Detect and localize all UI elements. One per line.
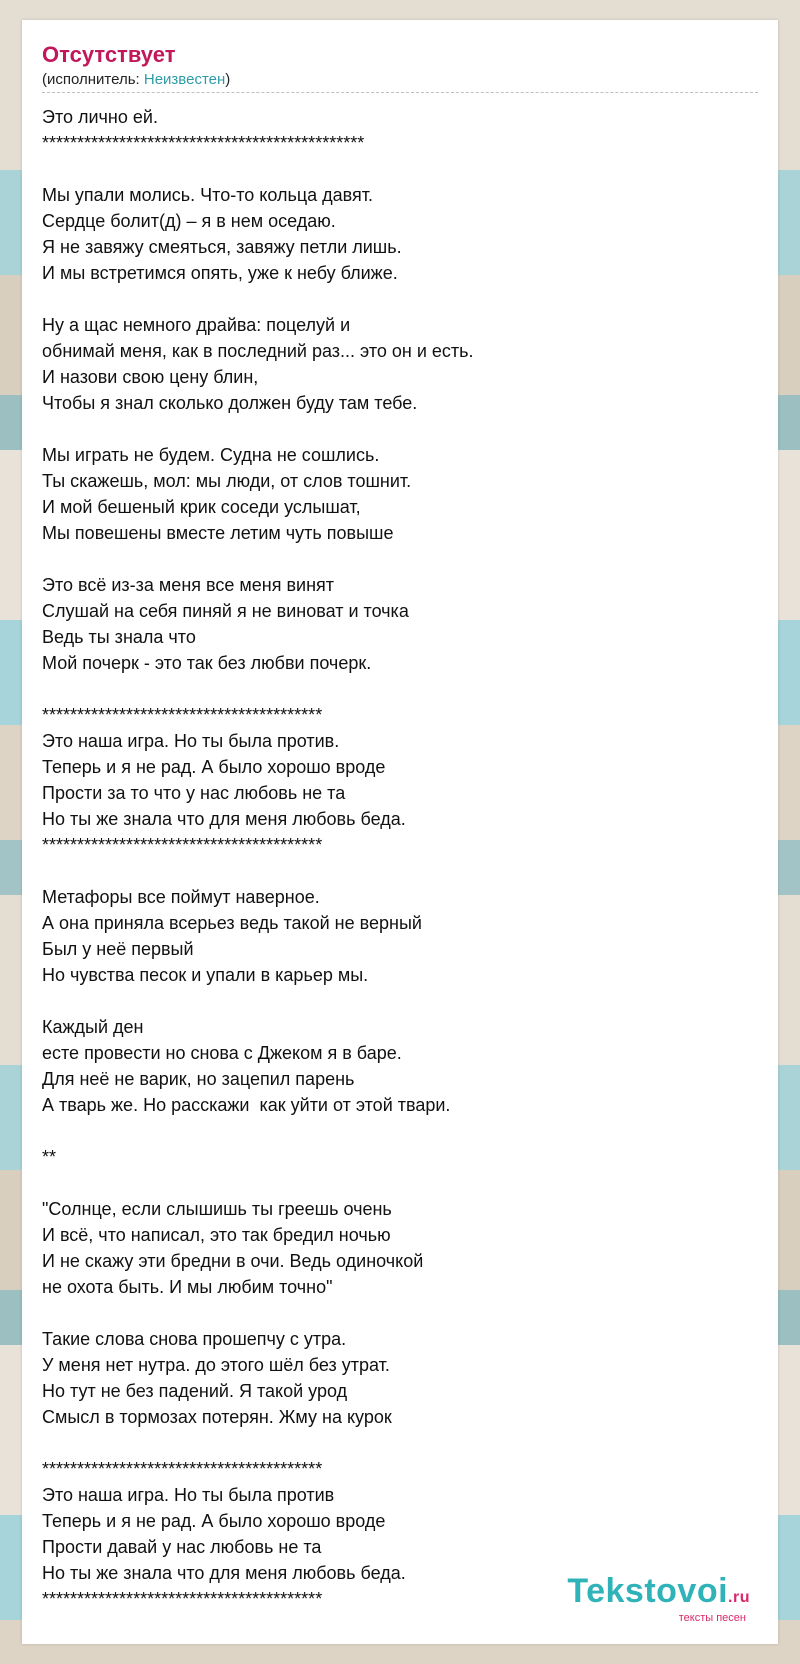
lyric-line: Но ты же знала что для меня любовь беда. [42,1563,406,1583]
lyric-line: Сердце болит(д) – я в нем оседаю. [42,211,336,231]
blank-line [42,286,758,312]
lyric-line: И мы встретимся опять, уже к небу ближе. [42,263,398,283]
lyrics-block [42,104,758,1612]
lyric-line: **************************************** [42,1459,323,1479]
lyric-line: Чтобы я знал сколько должен буду там тебе. [42,393,418,413]
lyric-line: Слушай на себя пиняй я не виноват и точка [42,601,409,621]
blank-line [42,156,758,182]
song-title: Отсутствует [42,42,176,67]
lyric-line: А тварь же. Но расскажи как уйти от этой твари. [42,1095,451,1115]
blank-line [42,988,758,1014]
lyric-line: Это всё из-за меня все меня винят [42,575,334,595]
blank-line [42,546,758,572]
artist-suffix: ) [225,71,231,88]
lyric-line: Прости давай у нас любовь не та [42,1537,322,1557]
blank-line [42,858,758,884]
lyric-line: **************************************** [42,1589,323,1609]
lyric-line: Такие слова снова прошепчу с утра. [42,1329,347,1349]
lyric-line: И назови свою цену блин, [42,367,259,387]
lyric-line: "Солнце, если слышишь ты греешь очень [42,1199,392,1219]
artist-link[interactable]: Неизвестен [143,71,226,88]
lyric-line: Это наша игра. Но ты была против. [42,731,340,751]
blank-line [42,1430,758,1456]
lyric-line: Мы повешены вместе летим чуть повыше [42,523,394,543]
lyric-line: Метафоры все поймут наверное. [42,887,320,907]
lyric-line: У меня нет нутра. до этого шёл без утрат. [42,1355,390,1375]
site-logo[interactable] [567,1573,750,1624]
lyric-line: не охота быть. И мы любим точно" [42,1277,333,1297]
song-header [42,42,758,90]
lyric-line: Это лично ей. [42,107,158,127]
lyric-line: И всё, что написал, это так бредил ночью [42,1225,391,1245]
lyric-line: ********************************************** [42,133,365,153]
lyric-line: обнимай меня, как в последний раз... это он и есть. [42,341,474,361]
lyric-line: Прости за то что у нас любовь не та [42,783,346,803]
lyric-line: **************************************** [42,705,323,725]
lyric-line: Мы упали молись. Что-то кольца давят. [42,185,374,205]
lyric-line: А она приняла всерьез ведь такой не верный [42,913,422,933]
lyric-line: Это наша игра. Но ты была против [42,1485,335,1505]
lyric-line: Теперь и я не рад. А было хорошо вроде [42,757,386,777]
header-divider [42,92,758,93]
lyric-line: ** [42,1147,57,1167]
blank-line [42,416,758,442]
lyric-line: **************************************** [42,835,323,855]
lyric-line: Я не завяжу смеяться, завяжу петли лишь. [42,237,402,257]
lyric-line: Но тут не без падений. Я такой урод [42,1381,348,1401]
lyric-line: Но ты же знала что для меня любовь беда. [42,809,406,829]
lyric-line: Каждый ден [42,1017,144,1037]
lyric-line: Ну а щас немного драйва: поцелуй и [42,315,351,335]
song-page [22,20,778,1644]
logo-tagline: тексты песен [678,1612,746,1624]
lyric-line: И мой бешеный крик соседи услышат, [42,497,361,517]
lyric-line: Мой почерк - это так без любви почерк. [42,653,372,673]
lyric-line: Был у неё первый [42,939,194,959]
lyric-line: Мы играть не будем. Судна не сошлись. [42,445,380,465]
lyric-line: есте провести но снова с Джеком я в баре. [42,1043,402,1063]
lyric-line: И не скажу эти бредни в очи. Ведь одиночкой [42,1251,424,1271]
logo-suffix: .ru [728,1589,750,1606]
lyric-line: Теперь и я не рад. А было хорошо вроде [42,1511,386,1531]
blank-line [42,1170,758,1196]
lyric-line: Для неё не варик, но зацепил парень [42,1069,355,1089]
blank-line [42,676,758,702]
artist-prefix: (исполнитель: [42,71,144,88]
lyric-line: Ты скажешь, мол: мы люди, от слов тошнит. [42,471,412,491]
artist-line [42,70,758,90]
blank-line [42,1118,758,1144]
lyric-line: Ведь ты знала что [42,627,196,647]
blank-line [42,1300,758,1326]
lyric-line: Смысл в тормозах потерян. Жму на курок [42,1407,392,1427]
lyric-line: Но чувства песок и упали в карьер мы. [42,965,369,985]
logo-text: Tekstovoi [567,1572,729,1610]
